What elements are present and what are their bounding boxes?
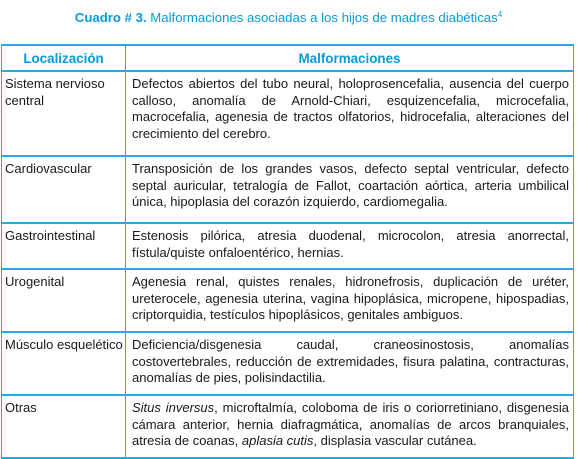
row-malformaciones <box>126 71 574 156</box>
row-malformaciones <box>126 156 574 223</box>
table-row <box>2 395 574 458</box>
localizacion-text: Gastrointestinal <box>5 228 96 243</box>
row-localizacion <box>2 223 126 269</box>
table-row <box>2 71 574 156</box>
malformaciones-text: Estenosis pilórica, atresia duodenal, microcolon, atresia anorrectal, fístula/quiste onfaloentérico, hernias. <box>132 228 569 260</box>
malformaciones-text: Defectos abiertos del tubo neural, holoprosencefalia, ausencia del cuerpo calloso, anomalía de Arnold-Chiari, esquizencefalia, microcefalia, macrocefalia, agenesia de tractos olfatorios, hidrocefalia, alteraciones del crecimiento del cerebro. <box>132 76 569 141</box>
localizacion-text: Urogenital <box>5 274 65 289</box>
malformaciones-text: , microftalmía, coloboma de iris o coriorretiniano, disgenesia cámara anterior, hernia diafragmática, anomalías de arcos branquiales, atresia de coanas, <box>132 400 569 448</box>
malformaciones-italic-text: aplasia cutis <box>241 433 314 448</box>
localizacion-text: Otras <box>5 400 37 415</box>
caption-title: Malformaciones asociadas a los hijos de madres diabéticas <box>146 10 498 25</box>
header-malformaciones: Malformaciones <box>126 45 574 71</box>
row-localizacion <box>2 332 126 395</box>
localizacion-text: Músculo esquelético <box>5 337 123 352</box>
malformaciones-text: Transposición de los grandes vasos, defecto septal ventricular, defecto septal auricular, tetralogía de Fallot, coartación aórtica, arteria umbilical única, hipoplasia del corazón izquierdo, cardiomegalia. <box>132 161 569 209</box>
malformaciones-text: , displasia vascular cutánea. <box>313 433 477 448</box>
caption-reference: 4 <box>497 10 503 19</box>
row-localizacion <box>2 156 126 223</box>
header-localizacion: Localización <box>2 45 126 71</box>
malformaciones-italic-text: Situs inversus <box>132 400 215 415</box>
malformaciones-text: Deficiencia/disgenesia caudal, craneosinostosis, anomalías costovertebrales, reducción de extremidades, fisura palatina, contracturas, anomalías de pies, polisindactilia. <box>132 337 569 385</box>
table-caption <box>0 10 577 25</box>
table-row <box>2 156 574 223</box>
row-malformaciones <box>126 395 574 458</box>
row-localizacion <box>2 395 126 458</box>
caption-label: Cuadro # 3. <box>74 10 147 25</box>
localizacion-text: Sistema nervioso central <box>5 76 105 108</box>
table-row <box>2 332 574 395</box>
localizacion-text: Cardiovascular <box>5 161 92 176</box>
row-localizacion <box>2 269 126 332</box>
table-row <box>2 223 574 269</box>
table-header-row <box>2 45 574 71</box>
row-localizacion <box>2 71 126 156</box>
table-row <box>2 269 574 332</box>
malformations-table <box>1 44 574 459</box>
row-malformaciones <box>126 223 574 269</box>
row-malformaciones <box>126 332 574 395</box>
malformaciones-text: Agenesia renal, quistes renales, hidronefrosis, duplicación de uréter, ureterocele, agenesia uterina, vagina hipoplásica, micropene, hipospadias, criptorquidia, testículos hipoplásicos, genitales ambiguos. <box>132 274 569 322</box>
row-malformaciones <box>126 269 574 332</box>
